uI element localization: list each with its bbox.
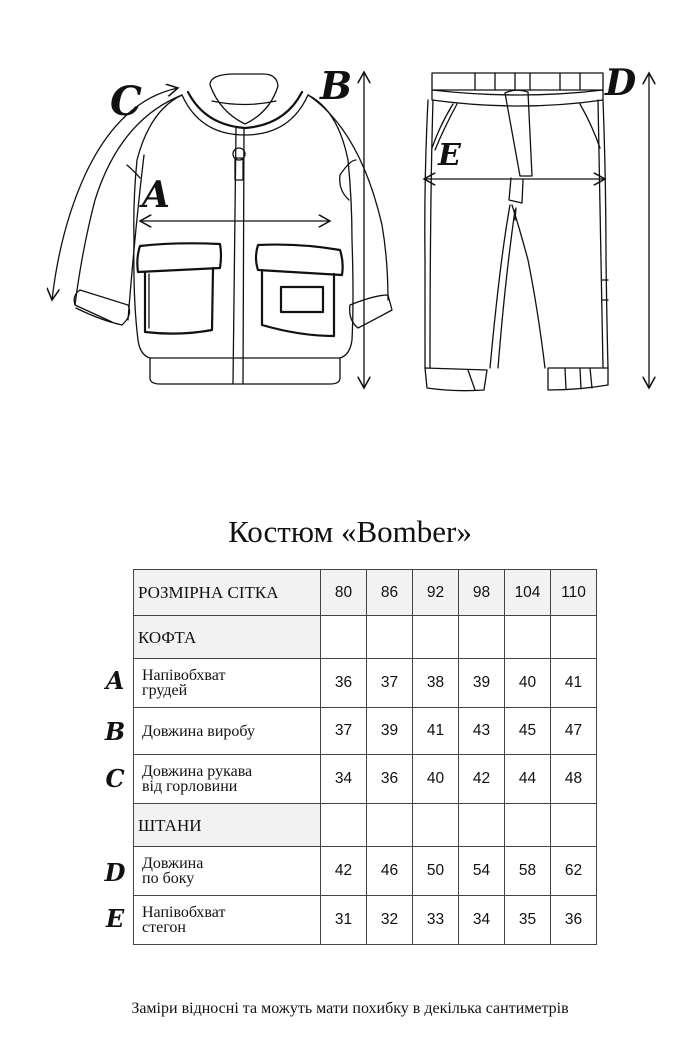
cell-value: 34 (459, 896, 505, 945)
row-letter-a: A (105, 666, 125, 695)
cell-value: 50 (413, 847, 459, 896)
row-label: Довжина виробу (134, 708, 321, 755)
measure-label-d: D (605, 62, 637, 104)
cell-value: 37 (367, 659, 413, 708)
row-label: Довжина по боку (134, 847, 321, 896)
measure-label-e: E (438, 138, 461, 173)
jacket-drawing (52, 72, 392, 388)
cell-value: 40 (505, 659, 551, 708)
cell-value: 38 (413, 659, 459, 708)
cell-value: 62 (551, 847, 597, 896)
cell-value: 41 (413, 708, 459, 755)
table-row (134, 896, 597, 945)
row-label: Напівобхват грудей (134, 659, 321, 708)
cell-value: 33 (413, 896, 459, 945)
section-row-jacket (134, 616, 597, 659)
cell-value: 47 (551, 708, 597, 755)
cell-value: 34 (321, 755, 367, 804)
table-row (134, 708, 597, 755)
header-label: РОЗМІРНА СІТКА (134, 570, 321, 616)
cell-value: 43 (459, 708, 505, 755)
footnote: Заміри відносні та можуть мати похибку в декілька сантиметрів (131, 1000, 569, 1017)
cell-value: 44 (505, 755, 551, 804)
cell-value: 37 (321, 708, 367, 755)
size-104: 104 (505, 570, 551, 616)
section-label: КОФТА (134, 616, 321, 659)
size-98: 98 (459, 570, 505, 616)
cell-value: 35 (505, 896, 551, 945)
section-row-pants (134, 804, 597, 847)
row-label: Довжина рукава від горловини (134, 755, 321, 804)
table-row (134, 755, 597, 804)
size-92: 92 (413, 570, 459, 616)
garment-illustration (0, 0, 700, 420)
table-header-row (134, 570, 597, 616)
size-86: 86 (367, 570, 413, 616)
measure-label-b: B (320, 63, 353, 108)
row-letter-b: B (104, 717, 126, 746)
measure-label-c: C (110, 78, 142, 125)
row-letter-d: D (104, 858, 126, 887)
cell-value: 42 (459, 755, 505, 804)
pants-drawing (424, 73, 649, 391)
table-row (134, 659, 597, 708)
cell-value: 48 (551, 755, 597, 804)
size-chart-table (133, 569, 597, 945)
cell-value: 36 (551, 896, 597, 945)
cell-value: 32 (367, 896, 413, 945)
table-row (134, 847, 597, 896)
cell-value: 40 (413, 755, 459, 804)
cell-value: 39 (367, 708, 413, 755)
cell-value: 31 (321, 896, 367, 945)
page-title: Костюм «Bomber» (228, 514, 472, 549)
garment-diagram (0, 0, 700, 420)
cell-value: 36 (321, 659, 367, 708)
cell-value: 36 (367, 755, 413, 804)
section-label: ШТАНИ (134, 804, 321, 847)
row-label: Напівобхват стегон (134, 896, 321, 945)
cell-value: 42 (321, 847, 367, 896)
size-110: 110 (551, 570, 597, 616)
cell-value: 45 (505, 708, 551, 755)
cell-value: 58 (505, 847, 551, 896)
row-letter-e: E (105, 904, 125, 933)
measure-label-a: A (142, 174, 170, 216)
cell-value: 54 (459, 847, 505, 896)
cell-value: 41 (551, 659, 597, 708)
size-80: 80 (321, 570, 367, 616)
row-letter-c: C (105, 764, 125, 793)
cell-value: 39 (459, 659, 505, 708)
cell-value: 46 (367, 847, 413, 896)
